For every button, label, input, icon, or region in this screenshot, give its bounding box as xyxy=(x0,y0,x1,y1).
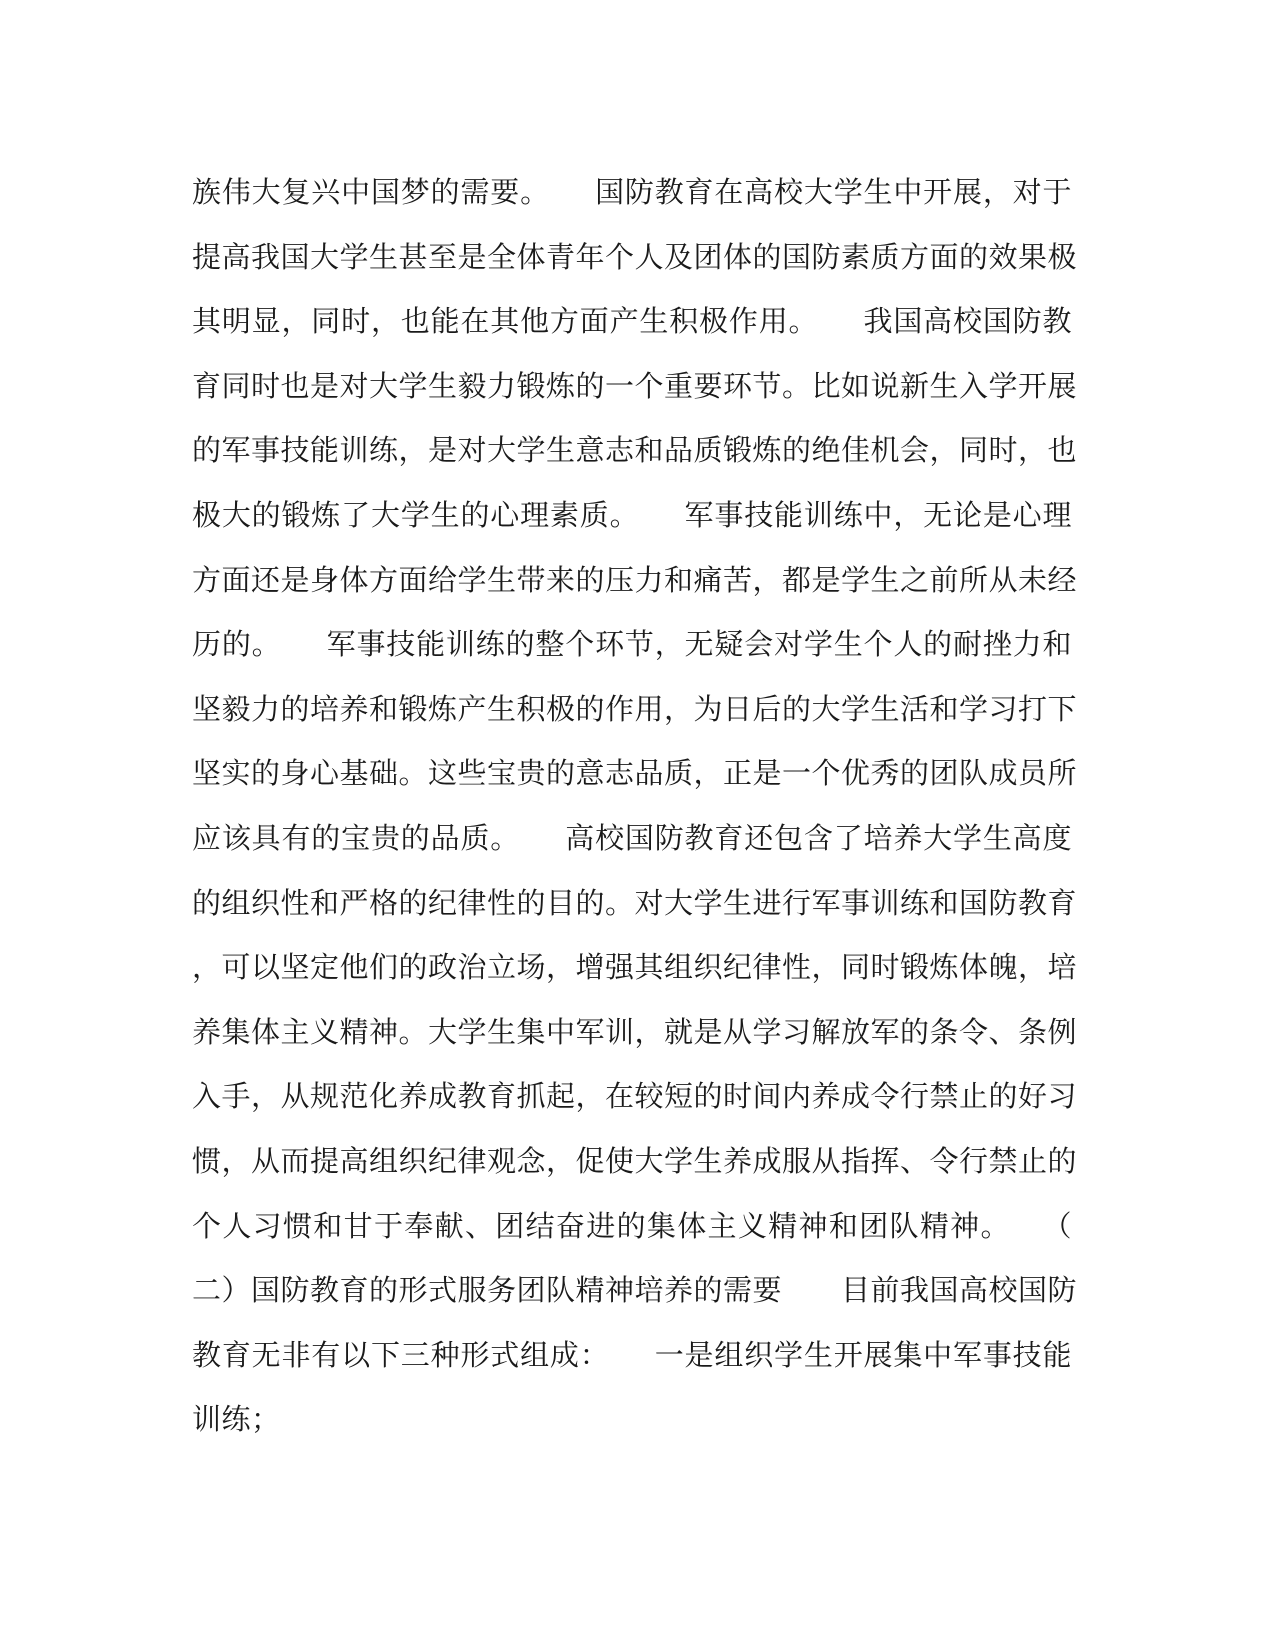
text-line: 的军事技能训练，是对大学生意志和品质锻炼的绝佳机会，同时，也 xyxy=(192,433,1078,468)
text-line: 二）国防教育的形式服务团队精神培养的需要 目前我国高校国防 xyxy=(192,1273,1078,1308)
text-line: 惯，从而提高组织纪律观念，促使大学生养成服从指挥、令行禁止的 xyxy=(192,1143,1078,1178)
text-line: 教育无非有以下三种形式组成： 一是组织学生开展集中军事技能 xyxy=(192,1337,1072,1372)
body-text xyxy=(192,160,1078,1452)
text-line: 训练； xyxy=(192,1402,281,1437)
text-line: 的组织性和严格的纪律性的目的。对大学生进行军事训练和国防教育 xyxy=(192,885,1078,920)
text-line: 坚实的身心基础。这些宝贵的意志品质，正是一个优秀的团队成员所 xyxy=(192,756,1078,791)
text-line: 极大的锻炼了大学生的心理素质。 军事技能训练中，无论是心理 xyxy=(192,497,1072,532)
text-line: 历的。 军事技能训练的整个环节，无疑会对学生个人的耐挫力和 xyxy=(192,627,1072,662)
text-line: 提高我国大学生甚至是全体青年个人及团体的国防素质方面的效果极 xyxy=(192,239,1078,274)
text-line: 应该具有的宝贵的品质。 高校国防教育还包含了培养大学生高度 xyxy=(192,820,1072,855)
text-line: 方面还是身体方面给学生带来的压力和痛苦，都是学生之前所从未经 xyxy=(192,562,1078,597)
text-line: 育同时也是对大学生毅力锻炼的一个重要环节。比如说新生入学开展 xyxy=(192,368,1078,403)
text-line: 坚毅力的培养和锻炼产生积极的作用，为日后的大学生活和学习打下 xyxy=(192,691,1078,726)
text-line: ，可以坚定他们的政治立场，增强其组织纪律性，同时锻炼体魄，培 xyxy=(192,950,1078,985)
text-line: 其明显，同时，也能在其他方面产生积极作用。 我国高校国防教 xyxy=(192,304,1072,339)
text-line: 养集体主义精神。大学生集中军训，就是从学习解放军的条令、条例 xyxy=(192,1014,1078,1049)
text-line: 族伟大复兴中国梦的需要。 国防教育在高校大学生中开展，对于 xyxy=(192,175,1072,209)
text-line: 入手，从规范化养成教育抓起，在较短的时间内养成令行禁止的好习 xyxy=(192,1079,1078,1114)
text-line: 个人习惯和甘于奉献、团结奋进的集体主义精神和团队精神。 （ xyxy=(192,1208,1072,1243)
